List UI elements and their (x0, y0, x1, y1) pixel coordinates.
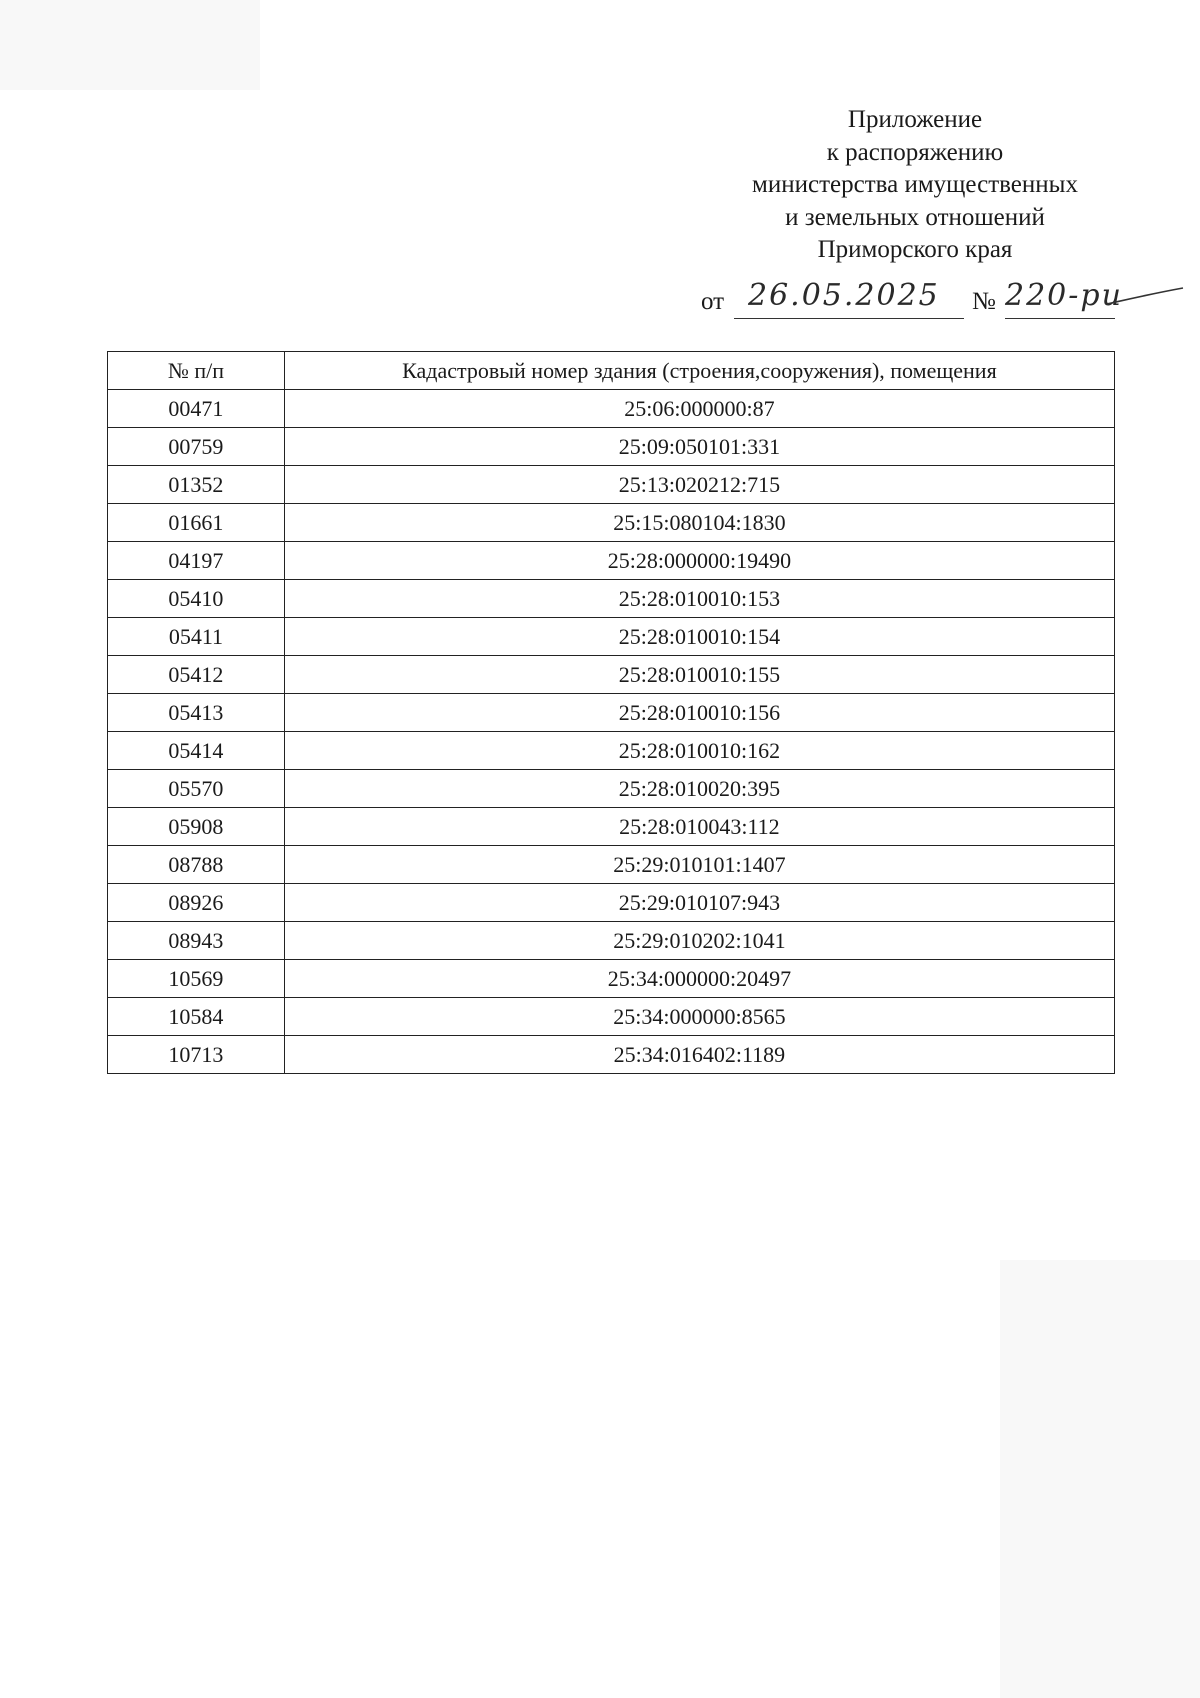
cadastral-number-cell: 25:15:080104:1830 (284, 504, 1114, 542)
date-prefix: от (701, 288, 725, 315)
row-index-cell: 00759 (108, 428, 285, 466)
table-header-row (108, 352, 1115, 390)
table-row (108, 922, 1115, 960)
cadastral-number-cell: 25:28:010010:155 (284, 656, 1114, 694)
order-date-field (734, 278, 964, 319)
row-index-cell: 05412 (108, 656, 285, 694)
table-row (108, 770, 1115, 808)
row-index-cell: 05413 (108, 694, 285, 732)
order-number-field (1005, 278, 1123, 319)
table-row (108, 808, 1115, 846)
cadastral-number-cell: 25:28:010020:395 (284, 770, 1114, 808)
row-index-cell: 01661 (108, 504, 285, 542)
handwritten-number: 220-ри (1005, 278, 1123, 313)
header-line-3: министерства имущественных (752, 171, 1078, 198)
header-line-4: и земельных отношений (785, 203, 1045, 231)
table-row (108, 428, 1115, 466)
header-line-2: к распоряжению (826, 138, 1004, 166)
table-row (108, 580, 1115, 618)
cadastral-number-cell: 25:34:000000:20497 (284, 960, 1114, 998)
column-header-cadastral-number: Кадастровый номер здания (строения,сооружения), помещения (284, 352, 1114, 390)
row-index-cell: 10584 (108, 998, 285, 1036)
cadastral-number-cell: 25:34:000000:8565 (284, 998, 1114, 1036)
row-index-cell: 04197 (108, 542, 285, 580)
table-row (108, 618, 1115, 656)
cadastral-number-cell: 25:34:016402:1189 (284, 1036, 1114, 1074)
table-row (108, 466, 1115, 504)
table-row (108, 960, 1115, 998)
row-index-cell: 08943 (108, 922, 285, 960)
table-row (108, 1036, 1115, 1074)
cadastral-numbers-table (107, 351, 1115, 1074)
cadastral-number-cell: 25:28:010010:162 (284, 732, 1114, 770)
cadastral-number-cell: 25:28:010010:154 (284, 618, 1114, 656)
row-index-cell: 05414 (108, 732, 285, 770)
table-body (108, 390, 1115, 1074)
cadastral-number-cell: 25:28:010010:153 (284, 580, 1114, 618)
row-index-cell: 01352 (108, 466, 285, 504)
column-header-index: № п/п (108, 352, 285, 390)
row-index-cell: 05908 (108, 808, 285, 846)
number-sign: № (972, 288, 996, 315)
cadastral-number-cell: 25:09:050101:331 (284, 428, 1114, 466)
cadastral-number-cell: 25:29:010107:943 (284, 884, 1114, 922)
row-index-cell: 05411 (108, 618, 285, 656)
cadastral-number-cell: 25:29:010202:1041 (284, 922, 1114, 960)
cadastral-number-cell: 25:29:010101:1407 (284, 846, 1114, 884)
appendix-header (700, 104, 1130, 267)
table-row (108, 542, 1115, 580)
handwriting-tail-stroke (1105, 286, 1185, 310)
header-line-1: Приложение (847, 106, 983, 133)
row-index-cell: 10713 (108, 1036, 285, 1074)
table-row (108, 390, 1115, 428)
table-row (108, 694, 1115, 732)
row-index-cell: 05410 (108, 580, 285, 618)
table-row (108, 732, 1115, 770)
row-index-cell: 08926 (108, 884, 285, 922)
cadastral-number-cell: 25:13:020212:715 (284, 466, 1114, 504)
row-index-cell: 00471 (108, 390, 285, 428)
cadastral-number-cell: 25:28:010010:156 (284, 694, 1114, 732)
row-index-cell: 08788 (108, 846, 285, 884)
row-index-cell: 10569 (108, 960, 285, 998)
header-line-5: Приморского края (817, 236, 1013, 263)
table-row (108, 656, 1115, 694)
table-row (108, 504, 1115, 542)
scan-noise-top-left (0, 0, 260, 90)
cadastral-number-cell: 25:28:000000:19490 (284, 542, 1114, 580)
table-row (108, 846, 1115, 884)
order-date-line (700, 278, 1180, 322)
handwritten-date: 26.05.2025 (748, 278, 940, 313)
table-row (108, 884, 1115, 922)
cadastral-number-cell: 25:06:000000:87 (284, 390, 1114, 428)
cadastral-number-cell: 25:28:010043:112 (284, 808, 1114, 846)
table-row (108, 998, 1115, 1036)
row-index-cell: 05570 (108, 770, 285, 808)
scan-noise-bottom-right (1000, 1260, 1200, 1698)
